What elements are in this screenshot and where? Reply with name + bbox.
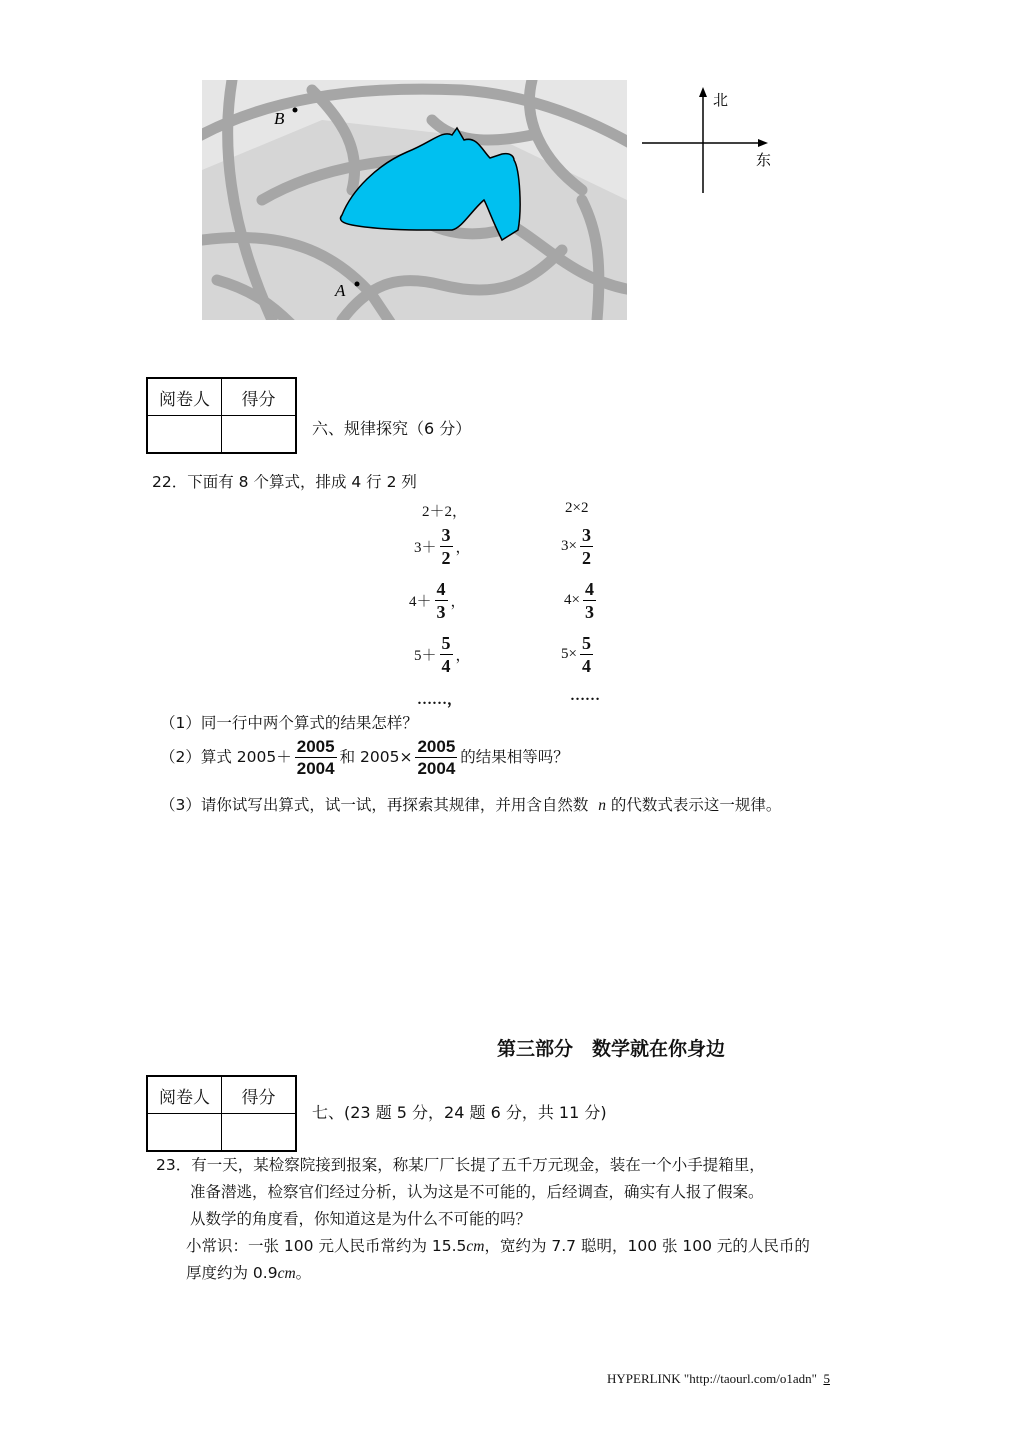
q22-sub1: （1）同一行中两个算式的结果怎样？ <box>160 714 418 732</box>
fraction: $\frac{3}{2}$ <box>441 525 451 568</box>
grader-header: 阅卷人 <box>147 378 222 416</box>
q23-line4: 小常识：一张 100 元人民币常约为 15.5cm，宽约为 7.7 聪明，100 张 100 元的人民币的 <box>186 1237 810 1255</box>
compass-north: 北 <box>713 91 729 109</box>
expr-r4-right: 5× $\frac{5}{4}$ <box>561 633 591 676</box>
expr-r2-left: 3＋ $\frac{3}{2}$ ， <box>414 525 471 568</box>
grader-cell[interactable] <box>147 416 222 454</box>
part3-title: 第三部分 数学就在你身边 <box>497 1039 726 1060</box>
footer <box>607 1371 830 1387</box>
score-table-2 <box>146 1075 297 1152</box>
q22-intro: 22．下面有 8 个算式，排成 4 行 2 列 <box>152 473 417 491</box>
expr-r4-left: 5＋ $\frac{5}{4}$ ， <box>414 633 471 676</box>
map-label-a: A <box>335 281 346 300</box>
score-cell[interactable] <box>222 1114 297 1152</box>
expr-r3-left: 4＋ $\frac{4}{3}$ ， <box>409 579 466 622</box>
q22-sub2: （2）算式 2005＋ $\frac{2005}{2004}$ 和 2005× $\frac{2005}{2004}$ 的结果相等吗？ <box>160 737 569 778</box>
compass-east: 东 <box>756 151 772 169</box>
page-number[interactable]: 5 <box>823 1371 830 1386</box>
fraction: $\frac{5}{4}$ <box>441 633 451 676</box>
grader-header: 阅卷人 <box>147 1076 222 1114</box>
section-6-title: 六、规律探究（6 分） <box>312 419 472 438</box>
footer-link[interactable]: HYPERLINK "http://taourl.com/o1adn" <box>607 1371 817 1386</box>
fraction: $\frac{3}{2}$ <box>581 525 591 568</box>
expr-r3-right: 4× $\frac{4}{3}$ <box>564 579 594 622</box>
q23-line3: 从数学的角度看，你知道这是为什么不可能的吗？ <box>190 1210 532 1228</box>
fraction: $\frac{4}{3}$ <box>584 579 594 622</box>
score-table-1 <box>146 377 297 454</box>
expr-r1-left: 2＋2， <box>422 504 468 520</box>
section-7-title: 七、(23 题 5 分，24 题 6 分，共 11 分) <box>312 1103 607 1122</box>
expr-dots-left: ……， <box>417 692 463 708</box>
compass-figure <box>640 85 780 200</box>
q23-line5: 厚度约为 0.9cm。 <box>186 1264 312 1282</box>
q22-sub3: （3）请你试写出算式，试一试，再探索其规律，并用含自然数 n 的代数式表示这一规律。 <box>160 796 782 814</box>
fraction: $\frac{5}{4}$ <box>581 633 591 676</box>
score-cell[interactable] <box>222 416 297 454</box>
expr-r2-right: 3× $\frac{3}{2}$ <box>561 525 591 568</box>
expr-dots-right: …… <box>570 688 600 704</box>
map-figure <box>202 80 627 320</box>
grader-cell[interactable] <box>147 1114 222 1152</box>
map-label-b: B <box>274 109 285 128</box>
score-header: 得分 <box>222 1076 297 1114</box>
score-header: 得分 <box>222 378 297 416</box>
fraction: $\frac{2005}{2004}$ <box>417 737 456 778</box>
fraction: $\frac{4}{3}$ <box>436 579 446 622</box>
expr-r1-right: 2×2 <box>565 500 589 516</box>
q23-line1: 23．有一天，某检察院接到报案，称某厂厂长提了五千万元现金，装在一个小手提箱里， <box>156 1156 765 1174</box>
fraction: $\frac{2005}{2004}$ <box>296 737 335 778</box>
q23-line2: 准备潜逃，检察官们经过分析，认为这是不可能的，后经调查，确实有人报了假案。 <box>190 1183 764 1201</box>
